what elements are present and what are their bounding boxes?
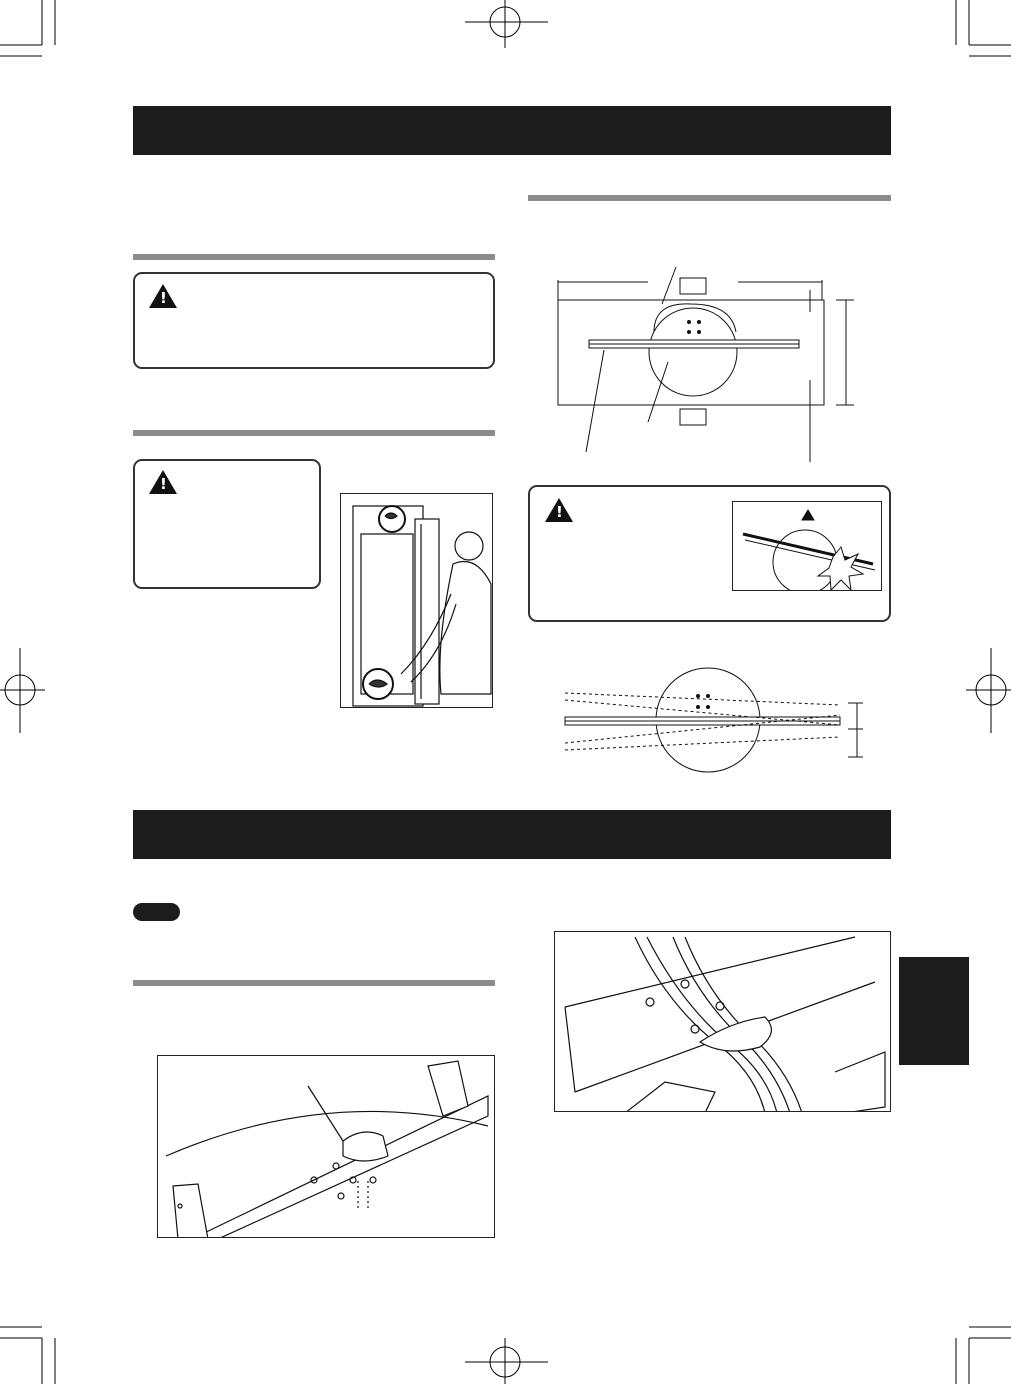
- registration-mark-icon: [465, 0, 548, 48]
- warning-triangle-icon: [149, 284, 177, 308]
- warning-box: [528, 485, 891, 622]
- registration-mark-icon: [966, 648, 1011, 733]
- registration-mark-icon: [0, 648, 45, 733]
- tv-stand-top-view-diagram: [556, 262, 856, 467]
- note-pill-icon: [133, 903, 180, 921]
- tipping-warning-illustration: [732, 501, 882, 591]
- stand-base-illustration: [157, 1055, 495, 1238]
- warning-triangle-icon: [149, 470, 177, 494]
- subsection-rule: [133, 980, 495, 986]
- person-carrying-panel-illustration: [340, 493, 493, 708]
- warning-box: [133, 272, 495, 369]
- warning-triangle-icon: [545, 498, 573, 522]
- section-header-banner: [133, 810, 891, 859]
- swivel-range-diagram: [560, 665, 865, 775]
- section-header-banner: [133, 106, 891, 155]
- subsection-rule: [133, 254, 495, 260]
- registration-mark-icon: [465, 1338, 548, 1384]
- warning-box: [133, 459, 321, 589]
- cable-holder-illustration: [554, 931, 891, 1112]
- subsection-rule: [528, 195, 891, 201]
- subsection-rule: [133, 430, 495, 436]
- chapter-tab: [899, 957, 969, 1065]
